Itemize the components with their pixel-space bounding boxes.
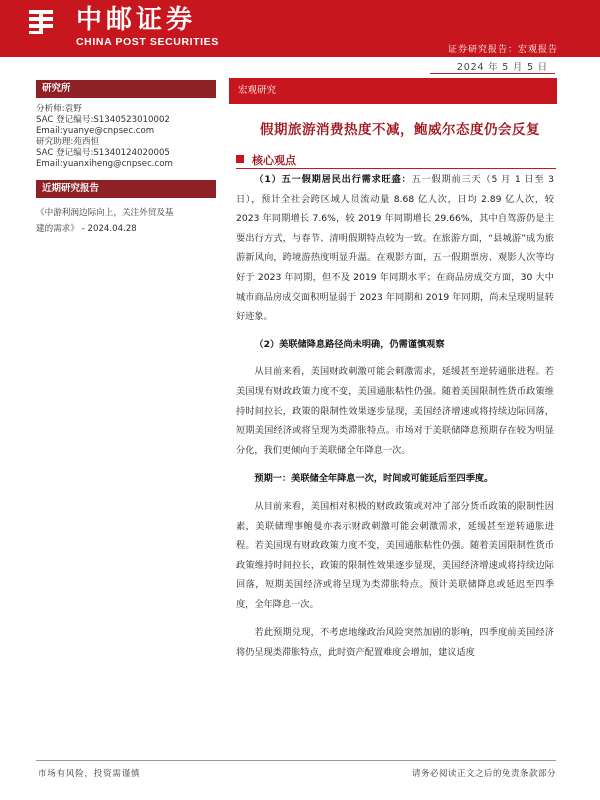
- research-institute-heading: 研究所: [36, 80, 216, 98]
- bullet-icon: [236, 155, 244, 163]
- report-type: 证券研究报告：宏观报告: [447, 45, 558, 55]
- assistant-sac: SAC 登记编号:S1340124020005: [36, 148, 170, 158]
- paragraph-holiday-text: 五一假期前三天（5 月 1 日至 3 日），预计全社会跨区域人员流动量 8.68 亿人次，日均 2.89 亿人次，较 2023 年同期增长 7.6%，较 2019 年同期增长 29.66%，其中自驾游仍是主要出行方式，与春节、清明假期特点较为一致。在旅游方面，“县城游”成为旅游新风向，跨境游热度明显升温。在观影方面，五一假期票房、观影人次等均好于 2023 年同期，但不及 2019 年同期水平；在商品房成交方面，30 大中城市商品房成交面积明显弱于 2023 年同期和 2019 年同期，尚未呈现明显转好迹象。: [236, 174, 554, 323]
- core-view-label: 核心观点: [252, 154, 296, 167]
- analyst-email[interactable]: Email:yuanye@cnpsec.com: [36, 126, 155, 136]
- analyst-info: [36, 104, 216, 170]
- assistant-name: 研究助理:苑西恒: [36, 137, 100, 147]
- report-date: 2024 年 5 月 5 日: [456, 62, 548, 73]
- disclaimer-notice: 请务必阅读正文之后的免责条款部分: [411, 769, 556, 779]
- recent-report-line1: 《中游利润边际向上，关注外贸及基: [36, 208, 174, 218]
- main-body: [236, 170, 554, 663]
- category-tag: 宏观研究: [229, 78, 557, 104]
- section-fed-heading: （2）美联储降息路径尚未明确，仍需谨慎观察: [254, 338, 445, 350]
- analyst-name: 分析师:袁野: [36, 104, 82, 114]
- header-bar: [0, 0, 600, 57]
- brand-name-en: CHINA POST SECURITIES: [76, 36, 219, 48]
- logo-icon: [26, 7, 56, 37]
- recent-report-link[interactable]: [36, 205, 216, 237]
- paragraph-outlook: 若此预期兑现，不考虑地缘政治风险突然加剧的影响，四季度前美国经济将仍呈现类滞胀特点，此时资产配置难度会增加，建议适度: [236, 627, 554, 659]
- paragraph-fed: 从目前来看，美国财政刺激可能会刺激需求，延缓甚至逆转通胀进程。若美国现有财政政策力度不变，美国通胀粘性仍强。随着美国限制性货币政策维持时间拉长，政策的限制性效果逐步显现，美国经济增速或将持续边际回落，短期美国经济或将呈现为类滞胀特点。市场对于美联储降息预期存在较为明显分化，我们更倾向于美联储全年降息一次。: [236, 366, 554, 456]
- paragraph-holiday-heading: （1）五一假期居民出行需求旺盛：: [254, 174, 412, 185]
- assistant-email[interactable]: Email:yuanxiheng@cnpsec.com: [36, 159, 173, 169]
- brand-name-cn: 中邮证券: [76, 5, 197, 35]
- analyst-sac: SAC 登记编号:S1340523010002: [36, 115, 170, 125]
- date-divider: [430, 73, 555, 74]
- recent-report-line2: 建的需求》 - 2024.04.28: [36, 224, 137, 234]
- report-title: 假期旅游消费热度不减，鲍威尔态度仍会反复: [260, 122, 540, 138]
- paragraph-expectation-one: 从目前来看，美国相对积极的财政政策或对冲了部分货币政策的限制性因素，美联储理事鲍曼亦表示财政刺激可能会刺激需求，延缓甚至逆转通胀进程。若美国现有财政政策力度不变，美国通胀粘性仍强。随着美国限制性货币政策维持时间拉长，政策的限制性效果逐步显现，美国经济增速或将持续边际回落，短期美国经济或将呈现为类滞胀特点。预计美联储降息或延迟至四季度，全年降息一次。: [236, 500, 554, 610]
- core-divider: [236, 168, 556, 169]
- core-view-heading: [236, 152, 556, 168]
- paragraph-holiday: [236, 170, 554, 327]
- footer-divider: [36, 760, 556, 761]
- expectation-one-heading: 预期一：美联储全年降息一次，时间或可能延后至四季度。: [254, 473, 494, 485]
- risk-notice: 市场有风险，投资需谨慎: [38, 769, 141, 779]
- recent-reports-heading: 近期研究报告: [36, 180, 216, 198]
